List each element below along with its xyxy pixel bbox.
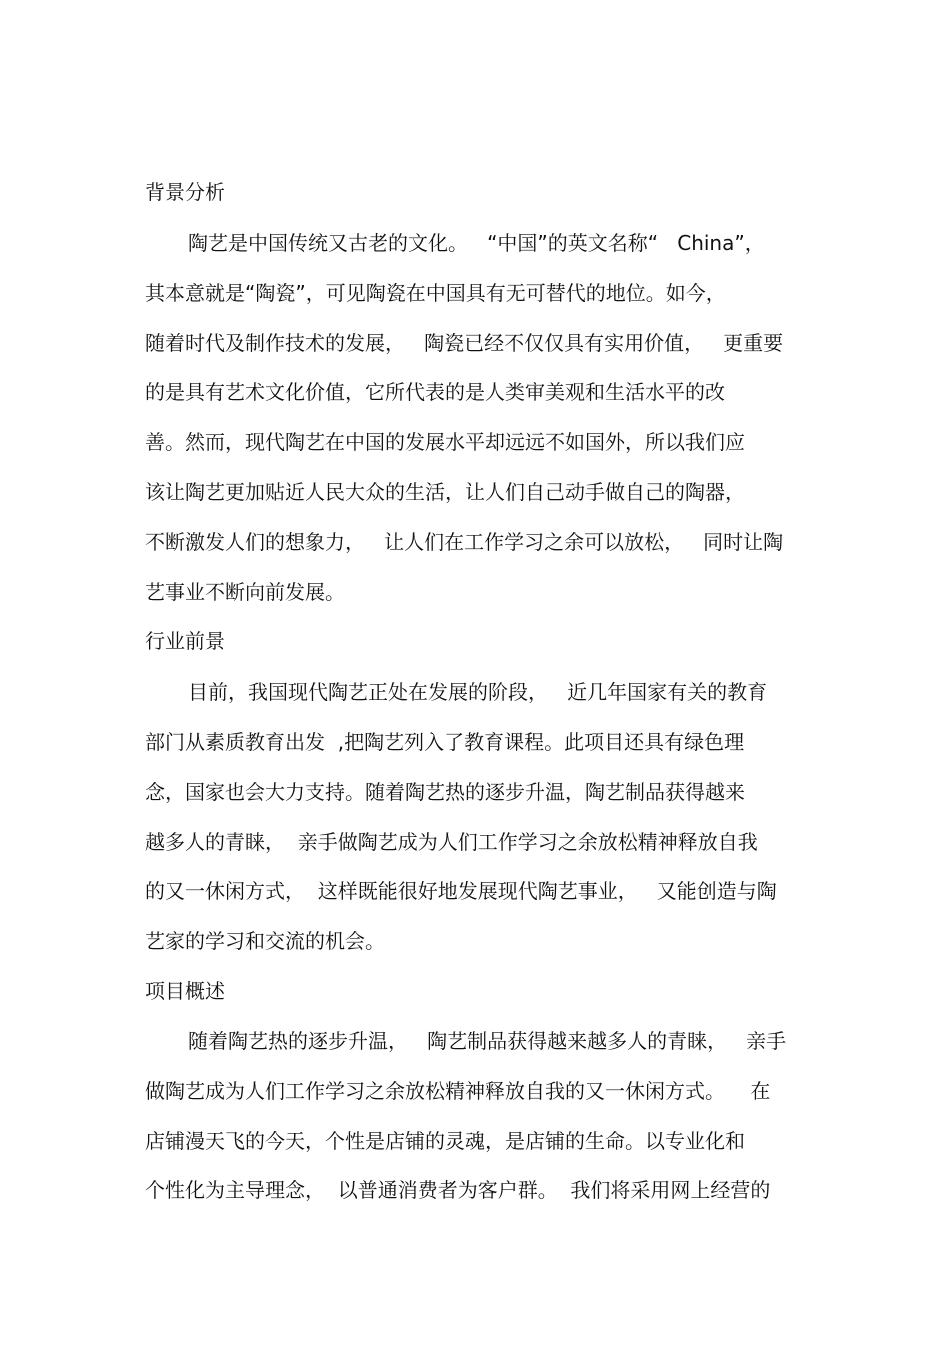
paragraph-line: 艺事业不断向前发展。: [145, 580, 345, 604]
paragraph-line: 店铺漫天飞的今天，个性是店铺的灵魂，是店铺的生命。以专业化和: [145, 1129, 745, 1153]
paragraph-line: 陶艺是中国传统又古老的文化。 “中国”的英文名称“ China”，: [188, 231, 765, 255]
paragraph-line: 艺家的学习和交流的机会。: [145, 929, 385, 953]
paragraph-line: 不断激发人们的想象力， 让人们在工作学习之余可以放松， 同时让陶: [145, 530, 784, 554]
paragraph-line: 随着时代及制作技术的发展， 陶瓷已经不仅仅具有实用价值， 更重要: [145, 331, 784, 355]
paragraph-line: 的又一休闲方式， 这样既能很好地发展现代陶艺事业， 又能创造与陶: [145, 879, 777, 903]
paragraph-line: 随着陶艺热的逐步升温， 陶艺制品获得越来越多人的青睐， 亲手: [188, 1029, 787, 1053]
section-heading: 背景分析: [145, 180, 225, 204]
paragraph-line: 做陶艺成为人们工作学习之余放松精神释放自我的又一休闲方式。 在: [145, 1079, 771, 1103]
paragraph-line: 越多人的青睐， 亲手做陶艺成为人们工作学习之余放松精神释放自我: [145, 830, 758, 854]
section-heading: 项目概述: [145, 979, 225, 1003]
section-heading: 行业前景: [145, 629, 225, 653]
paragraph-line: 念，国家也会大力支持。随着陶艺热的逐步升温，陶艺制品获得越来: [145, 780, 745, 804]
paragraph-line: 个性化为主导理念， 以普通消费者为客户群。 我们将采用网上经营的: [145, 1178, 771, 1202]
paragraph-line: 善。然而，现代陶艺在中国的发展水平却远远不如国外，所以我们应: [145, 430, 745, 454]
paragraph-line: 部门从素质教育出发 ,把陶艺列入了教育课程。此项目还具有绿色理: [145, 730, 745, 754]
paragraph-line: 的是具有艺术文化价值，它所代表的是人类审美观和生活水平的改: [145, 380, 725, 404]
paragraph-line: 其本意就是“陶瓷”，可见陶瓷在中国具有无可替代的地位。如今，: [145, 281, 726, 305]
paragraph-line: 目前，我国现代陶艺正处在发展的阶段， 近几年国家有关的教育: [188, 680, 768, 704]
paragraph-line: 该让陶艺更加贴近人民大众的生活，让人们自己动手做自己的陶器，: [145, 480, 745, 504]
